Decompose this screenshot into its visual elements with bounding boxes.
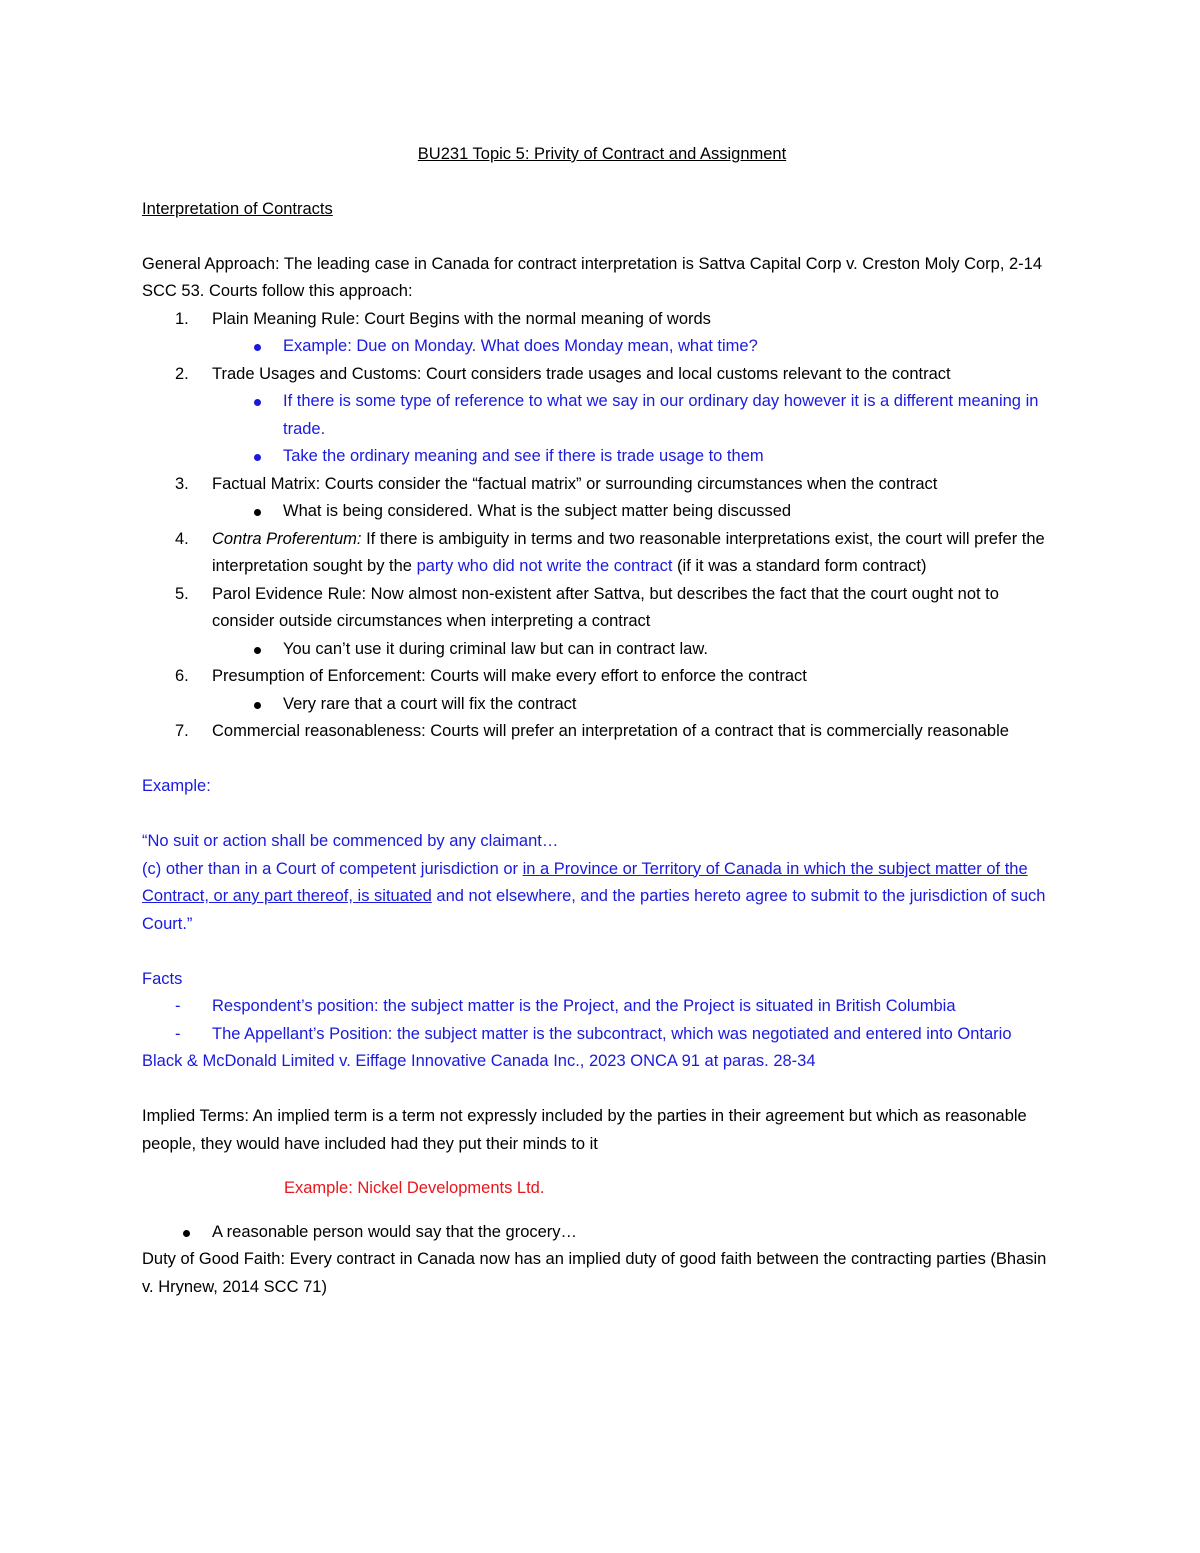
sub-list-item <box>212 636 1062 664</box>
facts-text: The Appellant’s Position: the subject matter is the subcontract, which was negotiated and entered into Ontario <box>212 1024 1012 1043</box>
sub-list <box>212 691 1062 719</box>
interpretation-rules-list <box>142 306 1062 746</box>
item-text: Trade Usages and Customs: Court considers trade usages and local customs relevant to the contract <box>212 364 951 383</box>
item-number: 5. <box>175 584 189 603</box>
list-item <box>142 718 1062 746</box>
bullet-icon <box>254 647 261 654</box>
item-text: Factual Matrix: Courts consider the “factual matrix” or surrounding circumstances when the contract <box>212 474 938 493</box>
item-number: 4. <box>175 529 189 548</box>
section-heading: Interpretation of Contracts <box>142 199 333 218</box>
item-term: Contra Proferentum: <box>212 529 362 548</box>
item-text: Plain Meaning Rule: Court Begins with the normal meaning of words <box>212 309 711 328</box>
item-text: Parol Evidence Rule: Now almost non-existent after Sattva, but describes the fact that the court ought not to consider outside circumstances when interpreting a contract <box>212 584 999 630</box>
item-number: 1. <box>175 309 189 328</box>
case-citation: Black & McDonald Limited v. Eiffage Innovative Canada Inc., 2023 ONCA 91 at paras. 28-34 <box>142 1052 816 1070</box>
spacer <box>142 746 1062 774</box>
facts-label: Facts <box>142 969 183 988</box>
item-highlight: party who did not write the contract <box>416 557 673 575</box>
item-text: Commercial reasonableness: Courts will prefer an interpretation of a contract that is commercially reasonable <box>212 722 1009 740</box>
facts-list <box>142 993 1062 1048</box>
item-text-end: (if it was a standard form contract) <box>672 557 927 575</box>
example-label: Example: <box>142 777 211 795</box>
item-number: 7. <box>175 722 189 740</box>
spacer <box>142 1076 1062 1104</box>
implied-bullet-list <box>142 1219 1062 1247</box>
facts-text: Respondent’s position: the subject matter is the Project, and the Project is situated in British Columbia <box>212 997 956 1015</box>
implied-bullet-text: A reasonable person would say that the grocery… <box>212 1222 578 1241</box>
item-number: 2. <box>175 364 189 383</box>
document-title: BU231 Topic 5: Privity of Contract and Assignment <box>417 145 787 163</box>
implied-bullet-item <box>142 1219 1062 1247</box>
implied-example: Example: Nickel Developments Ltd. <box>284 1178 545 1197</box>
dash-marker: - <box>175 1024 181 1043</box>
sub-list-item <box>212 443 1062 471</box>
item-text: Presumption of Enforcement: Courts will make every effort to enforce the contract <box>212 667 807 685</box>
bullet-icon <box>183 1230 190 1237</box>
item-number: 3. <box>175 474 189 493</box>
spacer <box>142 223 1062 251</box>
implied-terms-paragraph: Implied Terms: An implied term is a term not expressly included by the parties in their agreement but which as reasonable people, they would have included had they put their minds to it <box>142 1107 1027 1153</box>
bullet-icon <box>254 454 261 461</box>
sub-list <box>212 388 1062 471</box>
quote-text-end: and not elsewhere, and the parties hereto agree to submit to the jurisdiction of such Court.” <box>142 887 1046 933</box>
list-item <box>142 581 1062 664</box>
sub-item-text: Take the ordinary meaning and see if there is trade usage to them <box>283 447 764 465</box>
quote-underlined-text: in a Province or Territory of Canada in which the subject matter of the Contract, or any part thereof, is situated <box>142 859 1028 905</box>
list-item <box>142 361 1062 471</box>
quote-text: (c) other than in a Court of competent jurisdiction or <box>142 859 523 878</box>
general-approach-paragraph: General Approach: The leading case in Canada for contract interpretation is Sattva Capital Corp v. Creston Moly Corp, 2-14 SCC 53. Courts follow this approach: <box>142 254 1043 300</box>
list-item <box>142 471 1062 526</box>
sub-item-text: What is being considered. What is the subject matter being discussed <box>283 502 792 520</box>
spacer <box>142 801 1062 829</box>
sub-list-item <box>212 333 1062 361</box>
sub-list <box>212 636 1062 664</box>
quote-paragraph <box>142 856 1062 939</box>
sub-item-text: Very rare that a court will fix the contract <box>283 694 577 713</box>
sub-item-text: You can’t use it during criminal law but can in contract law. <box>283 639 708 658</box>
bullet-icon <box>254 702 261 709</box>
sub-list-item <box>212 691 1062 719</box>
list-item <box>142 306 1062 361</box>
spacer <box>142 938 1062 966</box>
quote-line: “No suit or action shall be commenced by any claimant… <box>142 832 559 850</box>
spacer <box>142 168 1062 196</box>
sub-list <box>212 333 1062 361</box>
sub-list-item <box>212 498 1062 526</box>
item-number: 6. <box>175 667 189 685</box>
sub-list <box>212 498 1062 526</box>
bullet-icon <box>254 399 261 406</box>
bullet-icon <box>254 509 261 516</box>
sub-list-item <box>212 388 1062 443</box>
facts-item <box>142 993 1062 1021</box>
list-item <box>142 526 1062 581</box>
sub-item-text: If there is some type of reference to what we say in our ordinary day however it is a different meaning in trade. <box>283 392 1039 438</box>
document-page <box>142 140 1062 1301</box>
good-faith-paragraph: Duty of Good Faith: Every contract in Canada now has an implied duty of good faith between the contracting parties (Bhasin v. Hrynew, 2014 SCC 71) <box>142 1250 1047 1296</box>
item-text: If there is ambiguity in terms and two reasonable interpretations exist, the court will prefer the interpretation sought by the <box>212 529 1045 575</box>
bullet-icon <box>254 344 261 351</box>
facts-item <box>142 1021 1062 1049</box>
sub-item-text: Example: Due on Monday. What does Monday mean, what time? <box>283 337 758 355</box>
list-item <box>142 663 1062 718</box>
dash-marker: - <box>175 997 181 1015</box>
